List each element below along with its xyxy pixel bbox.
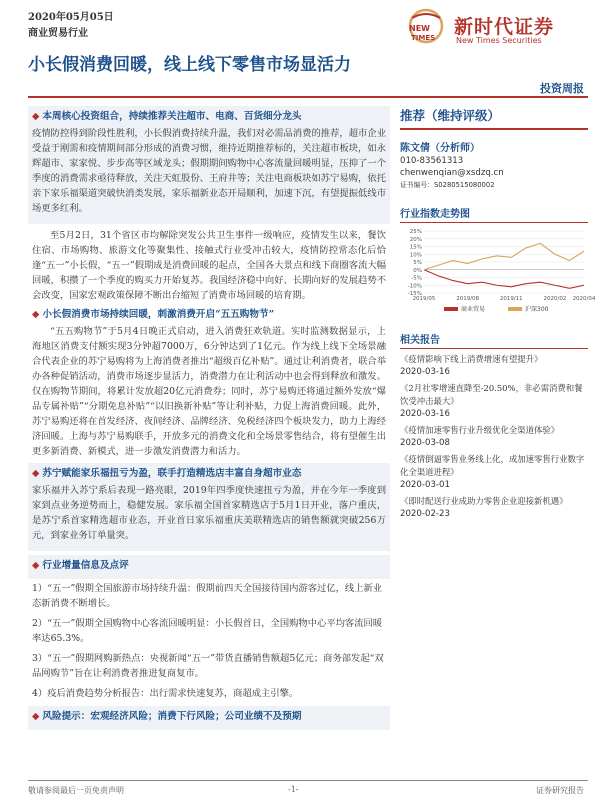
section-core-portfolio	[28, 106, 390, 224]
analyst-block	[400, 142, 588, 191]
bullet-icon: ◆	[32, 711, 40, 722]
bullet-icon: ◆	[32, 468, 40, 479]
section-carrefour	[28, 463, 390, 551]
section-title: ◆ 本周核心投资组合，持续推荐关注超市、电商、百货细分龙头	[32, 111, 302, 122]
page-number: -1-	[288, 785, 299, 794]
y-tick-label: 15%	[409, 244, 422, 251]
svg-text:NEW: NEW	[409, 24, 430, 33]
report-link-date: 2020-03-01	[400, 480, 450, 490]
list-item: 2）“五一”假期全国购物中心客流回暖明显：小长假首日，全国购物中心平均客流回暖率达65.3%。	[32, 618, 383, 644]
analyst-phone: 010-83561313	[400, 156, 464, 166]
y-tick-label: -5%	[411, 275, 422, 282]
sidebar	[400, 106, 596, 524]
y-tick-label: 5%	[413, 260, 422, 266]
related-reports-title: 相关报告	[400, 331, 588, 349]
footer-disclaimer: 敬请参阅最后一页免责声明	[28, 786, 124, 795]
x-tick-label: 2019/05	[412, 296, 436, 302]
index-trend-chart	[400, 227, 596, 319]
list-item: 3）“五一”假期网购新热点：央视新闻“五一”带货直播销售额超5亿元；商务部发起“双品网购节”旨在让利消费者推进复商复市。	[32, 653, 384, 679]
legend-swatch	[508, 307, 522, 311]
footer-report-label: 证券研究报告	[536, 786, 584, 795]
report-title: 小长假消费回暖，线上线下零售市场显活力	[28, 55, 351, 75]
x-tick-label: 2019/08	[456, 296, 480, 302]
rating: 推荐（维持评级）	[400, 106, 588, 130]
bullet-icon: ◆	[32, 560, 40, 571]
section-risk	[28, 706, 390, 730]
series-line-commerce	[424, 270, 584, 289]
report-link-date: 2020-03-08	[400, 438, 450, 448]
chart-section-title: 行业指数走势图	[400, 205, 588, 223]
x-tick-label: 2019/11	[499, 296, 523, 302]
x-tick-label: 2020/02	[543, 296, 567, 302]
section-title: ◆ 行业增量信息及点评	[32, 560, 129, 571]
paragraph: 家乐福并入苏宁系后表现一路亮眼，2019年四季度快速扭亏为盈，并在今年一季度到家到点业务逆势而上，稳健发展。家乐福全国首家精选店于5月1日开业，落户重庆，是苏宁系首家精选超市业态，开业首日家乐福重庆美联精选店的销售额就突破256万元，到家业务订单量突。	[32, 485, 386, 541]
y-tick-label: 0%	[413, 267, 422, 274]
analyst-name: 陈文倩（分析师）	[400, 143, 480, 154]
report-link-title[interactable]: 《疫情加速零售行业升级优化全渠道体验》	[400, 425, 560, 435]
list-item: 4）疫后消费趋势分析报告：出行需求快速复苏，商超成主引擎。	[32, 688, 299, 699]
related-reports	[400, 353, 588, 521]
company-logo-mark	[406, 8, 448, 48]
analyst-cert: 证书编号：S0280515080002	[400, 181, 495, 189]
y-tick-label: 10%	[409, 252, 422, 259]
index-trend-chart-svg	[400, 227, 596, 319]
main-content	[28, 106, 390, 734]
y-tick-label: -15%	[407, 291, 422, 297]
list-item: 1）“五一”假期全国旅游市场持续升温：假期前四天全国接待国内游客过亿，线上新业态新消费不断增长。	[32, 583, 383, 609]
report-link-date: 2020-03-16	[400, 409, 450, 419]
y-tick-label: 20%	[409, 236, 422, 243]
report-link-title[interactable]: 《即时配送行业成助力零售企业迎接新机遇》	[400, 496, 568, 506]
report-link-date: 2020-03-16	[400, 367, 450, 377]
paragraph: “五五购物节”于5月4日晚正式启动，进入消费狂欢轨道。实时监测数据显示，上海地区消费支付额实现3分钟超7000万，6分钟达到了1亿元。作为线上线下全场景融合代表企业的苏宁易购将为上海消费者推出“超级百亿补贴”。通过让利消费者，联合举办各种促销活动，消费市场逐步显活力，消费潜力在让利活动中也会得到释放和激发。仅在购物节期间，将累计发放超20亿元消费券；同时，苏宁易购还将通过额外发放“爆品专属补贴”“分期免息补贴”“以旧换新补贴”等让利补贴，力促上海消费回暖。此外，苏宁易购还将在首发经济、夜间经济、品牌经济、免税经济四个板块发力，助力上海经济回暖。上海与苏宁易购联手，开放多元的消费文化和全场景零售结合，将有望催生出更多新消费、新模式，进一步激发消费潜力和活力。	[32, 326, 386, 457]
report-date: 2020年05月05日	[28, 12, 114, 23]
x-tick-label: 2020/04	[572, 296, 596, 302]
report-link-title[interactable]: 《疫情倒逼零售业务线上化，成加速零售行业数字化全渠道进程》	[400, 454, 585, 477]
section-title: ◆ 风险提示：宏观经济风险；消费下行风险；公司业绩不及预期	[32, 711, 302, 722]
bullet-icon: ◆	[32, 111, 40, 122]
legend-label: 商业贸易	[461, 306, 486, 313]
section-shopping-festival	[28, 307, 390, 459]
report-type: 投资周报	[540, 82, 584, 95]
company-logo	[406, 8, 586, 48]
analyst-email: chenwenqian@xsdzq.cn	[400, 168, 504, 178]
company-name-en: New Times Securities	[456, 36, 542, 45]
company-name-cn: 新时代证券	[454, 16, 555, 38]
title-divider	[28, 96, 588, 98]
series-line-csi300	[424, 243, 584, 269]
paragraph: 至5月2日，31个省区市均解除突发公共卫生事件一级响应，疫情发生以来，餐饮住宿、市场购物、旅游文化等聚集性、接触式行业受冲击较大，疫情防控常态化后恰逢“五一”小长假，“五一”假期成是消费回暖的起点，全国各大景点和线下商圈客流大幅回暖，积攒了一个季度的购买力开始复苏。我国经济稳中向好、长期向好的发展趋势不会改变，国家宏观政策保障不断出台缩短了消费市场回暖的培育期。	[32, 230, 386, 301]
legend-swatch	[444, 307, 458, 311]
y-tick-label: -10%	[407, 283, 422, 290]
section-title: ◆ 苏宁赋能家乐福扭亏为盈，联手打造精选店丰富自身超市业态	[32, 468, 302, 479]
footer-divider	[28, 780, 588, 781]
legend-label: 沪深300	[525, 306, 549, 313]
section-title: ◆ 小长假消费市场持续回暖，刺激消费开启“五五购物节”	[32, 309, 275, 320]
report-sector: 商业贸易行业	[28, 28, 88, 39]
paragraph: 疫情防控得到阶段性胜利，小长假消费持续升温，我们对必需品消费的推荐，超市企业受益于刚需和疫情期间部分形成的消费习惯，维持近期推荐标的，关注超市板块，如永辉超市、家家悦、步步高等区域龙头；假期期间购物中心客流量回暖明显，压抑了一个季度的消费需求亟待释放，关注天虹股份、王府井等；关注电商板块如苏宁易购，依托亲下家乐福渠道突破快消类发展，家乐福新业态开局顺利，加速下沉，有望提振低线市场更多红利。	[32, 128, 386, 214]
y-tick-label: 25%	[409, 229, 422, 235]
report-link-title[interactable]: 《疫情影响下线上消费增速有望提升》	[400, 354, 543, 364]
bullet-icon: ◆	[32, 309, 40, 320]
report-link-title[interactable]: 《2月社零增速直降至-20.50%，非必需消费和餐饮受冲击最大》	[400, 383, 583, 406]
svg-text:TIMES: TIMES	[411, 34, 436, 42]
report-link-date: 2020-02-23	[400, 509, 450, 519]
section-industry-info	[28, 555, 390, 579]
